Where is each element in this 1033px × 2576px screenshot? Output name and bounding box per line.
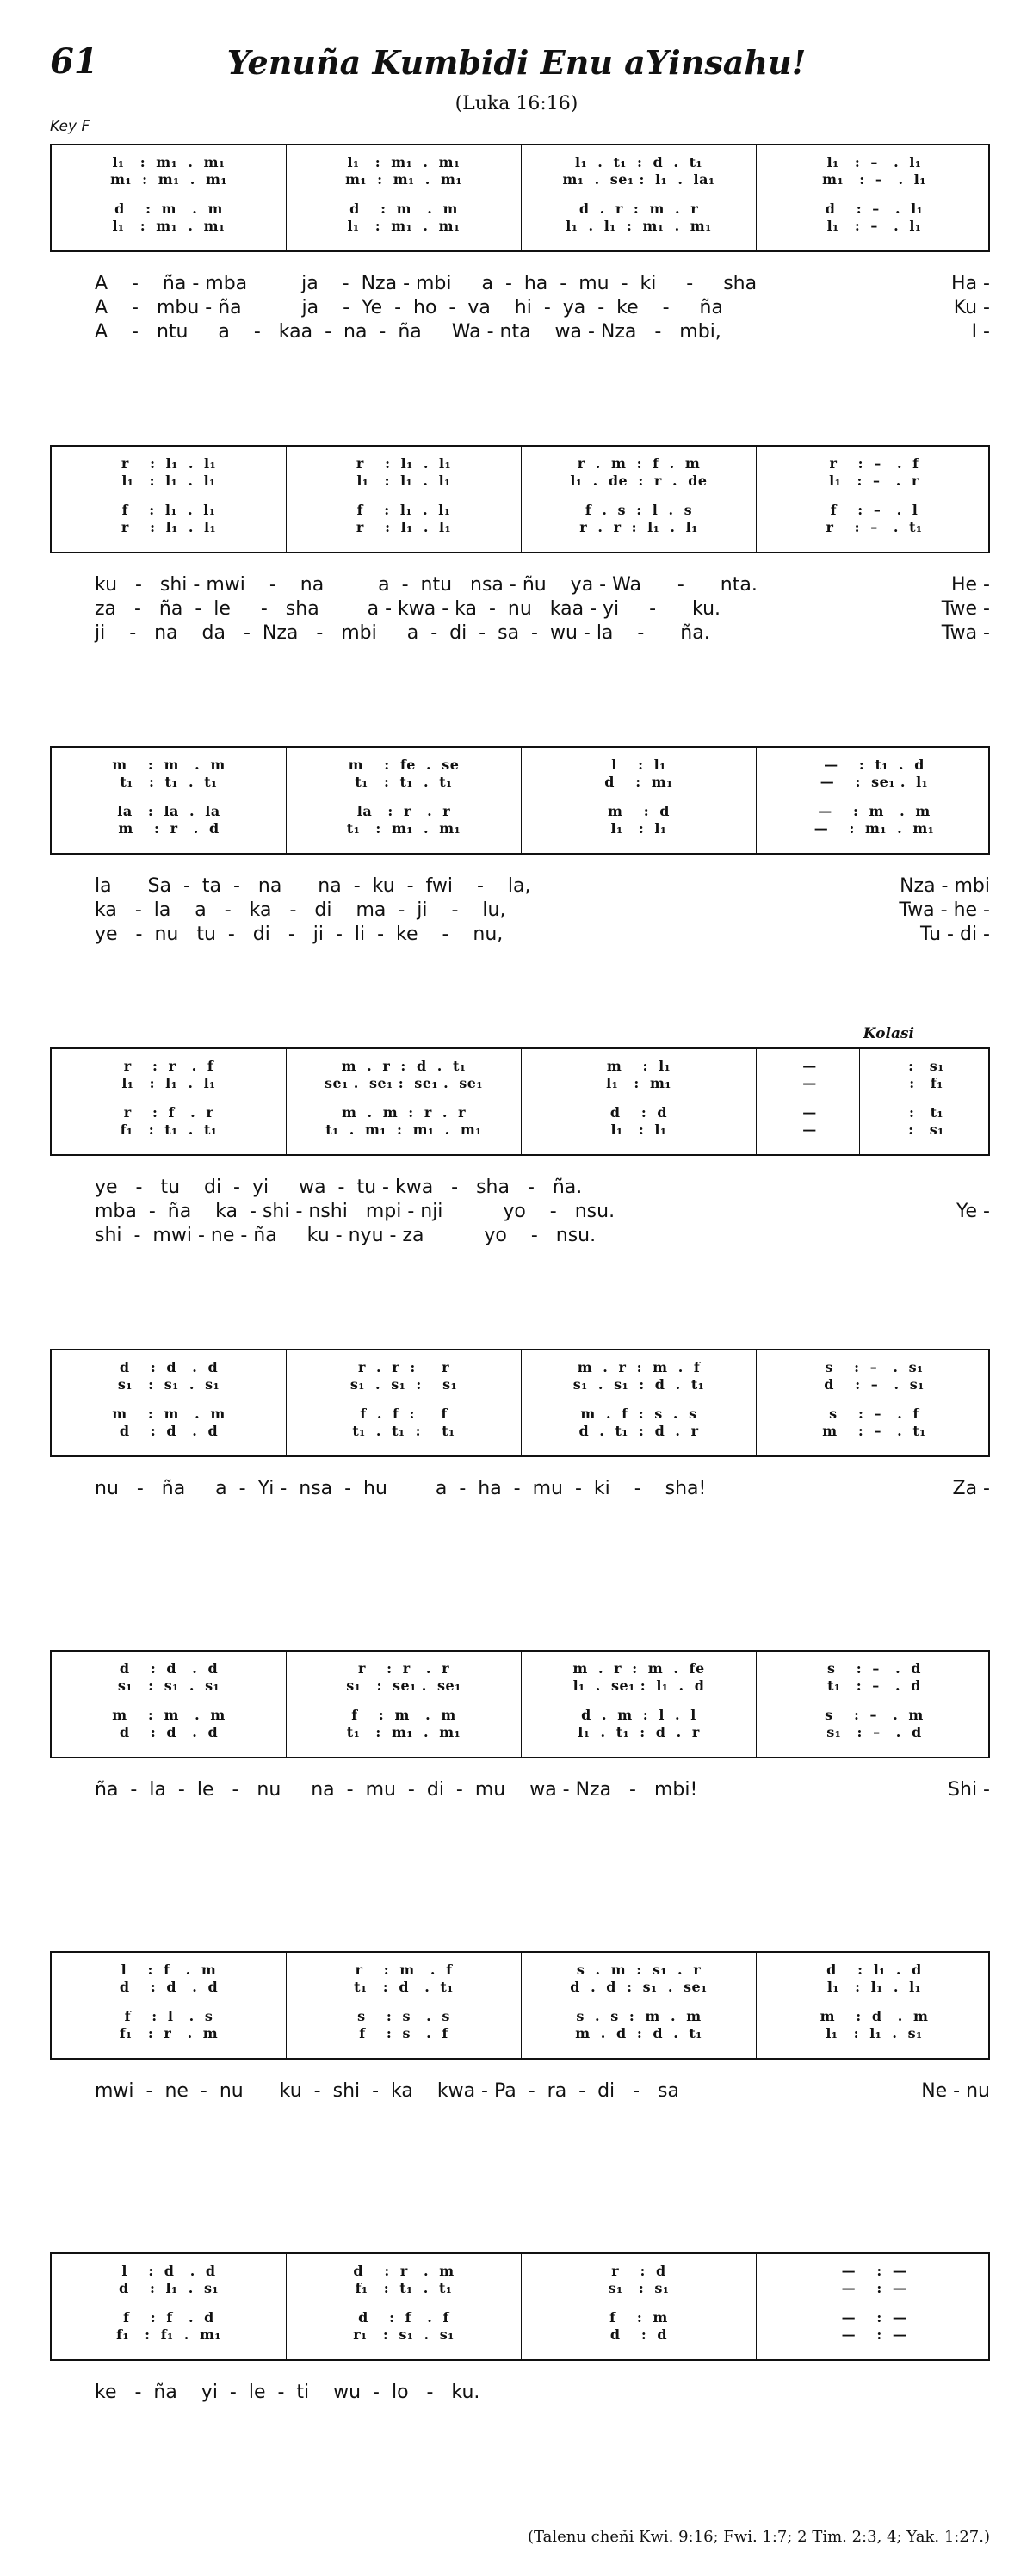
voice-part-notes: d : l₁ . d [826, 1961, 922, 1978]
lyric-text: ji - na da - Nza - mbi a - di - sa - wu - la - ña. [95, 622, 710, 644]
lyrics [50, 2080, 990, 2104]
voice-part-notes: f : f . d [123, 2309, 214, 2326]
voice-part-notes: d . r : m . r [578, 201, 699, 217]
voice-part-notes: l₁ : l₁ . s₁ [826, 2025, 923, 2042]
voice-part-notes: r₁ : s₁ . s₁ [353, 2326, 455, 2343]
lyric-pickup: I - [971, 321, 990, 343]
voice-part-notes: l₁ : l₁ [610, 820, 667, 837]
lyric-text: ka - la a - ka - di ma - ji - lu, [95, 899, 506, 921]
system-8 [50, 2252, 990, 2511]
system-7 [50, 1951, 990, 2209]
voice-part-notes: l₁ : m₁ . m₁ [347, 218, 461, 234]
voice-part-notes: l₁ . l₁ : m₁ . m₁ [566, 218, 712, 234]
solfa-staff [50, 1349, 990, 1457]
voice-part-notes: m . r : m . f [577, 1359, 701, 1375]
voice-part-notes: — : — [841, 2326, 907, 2343]
voice-part-notes: t₁ : m₁ . m₁ [346, 820, 461, 837]
voice-part-notes: la : la . la [117, 803, 220, 819]
voice-part-notes: l₁ : l₁ . l₁ [356, 473, 451, 489]
voice-part-notes: d : m . m [349, 201, 458, 217]
voice-part-notes: la : r . r [356, 803, 451, 819]
lyric-text: mwi - ne - nu ku - shi - ka kwa - Pa - ra - di - sa [95, 2080, 680, 2102]
voice-part-notes: — [802, 1058, 817, 1074]
voice-part-notes: t₁ : – . d [827, 1677, 921, 1694]
voice-part-notes: l₁ : – . r [829, 473, 919, 489]
measure [757, 1652, 992, 1757]
voice-part-notes: t₁ : t₁ . t₁ [355, 774, 453, 790]
lyric-line [50, 273, 990, 297]
voice-part-notes: m : – . t₁ [822, 1423, 926, 1439]
chorus-label: Kolasi [863, 1025, 914, 1042]
measure [522, 748, 757, 853]
voice-part-notes: d : d . d [119, 1660, 219, 1677]
voice-part-notes: l₁ . t₁ : d . t₁ [575, 154, 702, 170]
voice-part-notes: m : r . d [118, 820, 220, 837]
voice-part-notes: f : l . s [124, 2008, 213, 2024]
solfa-staff [50, 2252, 990, 2361]
measure [757, 1350, 992, 1455]
lyric-line [50, 1177, 990, 1201]
voice-part-notes: m : m . m [112, 1707, 226, 1723]
voice-part-notes: — [802, 1075, 817, 1091]
lyric-text: ye - nu tu - di - ji - li - ke - nu, [95, 924, 504, 945]
voice-part-notes: l : l₁ [611, 757, 666, 773]
voice-part-notes: s . s : m . m [576, 2008, 702, 2024]
voice-part-notes: l₁ . de : r . de [570, 473, 708, 489]
lyric-line [50, 321, 990, 345]
measure [287, 1049, 522, 1154]
voice-part-notes: s : – . f [829, 1405, 919, 1422]
voice-part-notes: se₁ . se₁ : se₁ . se₁ [325, 1075, 483, 1091]
lyric-line [50, 598, 990, 622]
voice-part-notes: d : d . d [119, 1724, 219, 1740]
voice-part-notes: d : – . l₁ [825, 201, 924, 217]
measure [52, 748, 287, 853]
voice-part-notes: r : d [611, 2263, 666, 2279]
voice-part-notes: s₁ . s₁ : s₁ [349, 1376, 458, 1393]
voice-part-notes: : s₁ [908, 1121, 944, 1138]
voice-part-notes: d . t₁ : d . r [578, 1423, 699, 1439]
lyric-text: za - ña - le - sha a - kwa - ka - nu kaa - yi - ku. [95, 598, 721, 620]
lyric-line [50, 574, 990, 598]
voice-part-notes: r : – . f [829, 455, 919, 472]
measure [52, 447, 287, 552]
voice-part-notes: m : d . m [820, 2008, 929, 2024]
system-1 [50, 144, 990, 402]
lyric-line [50, 1225, 990, 1249]
lyric-text: A - mbu - ña ja - Ye - ho - va hi - ya - ke - ña [95, 297, 723, 318]
voice-part-notes: s : s . s [357, 2008, 450, 2024]
voice-part-notes: l₁ . t₁ : d . r [578, 1724, 700, 1740]
measure [287, 1350, 522, 1455]
voice-part-notes: l₁ : – . l₁ [826, 218, 922, 234]
voice-part-notes: r : r . f [123, 1058, 214, 1074]
voice-part-notes: s₁ : s₁ . s₁ [117, 1677, 220, 1694]
voice-part-notes: d . d : s₁ . se₁ [570, 1979, 708, 1995]
voice-part-notes: r : l₁ . l₁ [356, 519, 452, 535]
lyrics [50, 1478, 990, 1502]
solfa-staff [50, 1951, 990, 2060]
lyric-line [50, 1201, 990, 1225]
voice-part-notes: l₁ : l₁ . l₁ [826, 1979, 922, 1995]
voice-part-notes: d : d . d [119, 1979, 219, 1995]
solfa-staff [50, 1650, 990, 1758]
lyric-pickup: Twe - [941, 598, 990, 620]
lyric-text: ku - shi - mwi - na a - ntu nsa - ñu ya - Wa - nta. [95, 574, 758, 596]
voice-part-notes: r . m : f . m [577, 455, 701, 472]
voice-part-notes: f : – . l [830, 502, 919, 518]
voice-part-notes: r : r . r [357, 1660, 450, 1677]
voice-part-notes: m : l₁ [606, 1058, 671, 1074]
lyric-text: ña - la - le - nu na - mu - di - mu wa - Nza - mbi! [95, 1779, 698, 1801]
key-signature: Key F [50, 118, 90, 135]
voice-part-notes: l₁ : m₁ [606, 1075, 671, 1091]
voice-part-notes: — : se₁ . l₁ [820, 774, 929, 790]
measure [522, 145, 757, 250]
voice-part-notes: m . r : m . fe [572, 1660, 705, 1677]
voice-part-notes: : t₁ [908, 1104, 943, 1121]
measure [287, 1953, 522, 2058]
voice-part-notes: f : m . m [351, 1707, 456, 1723]
voice-part-notes: d : m₁ [604, 774, 673, 790]
voice-part-notes: s₁ . s₁ : d . t₁ [572, 1376, 705, 1393]
measure [52, 2254, 287, 2359]
lyric-pickup: Shi - [948, 1779, 990, 1801]
lyric-text: ye - tu di - yi wa - tu - kwa - sha - ña. [95, 1177, 583, 1198]
voice-part-notes: s . m : s₁ . r [576, 1961, 702, 1978]
lyric-line [50, 875, 990, 899]
system-5 [50, 1349, 990, 1607]
voice-part-notes: d . m : l . l [581, 1707, 696, 1723]
voice-part-notes: f . f : f [360, 1405, 448, 1422]
measure [287, 447, 522, 552]
lyric-line [50, 297, 990, 321]
measure [287, 145, 522, 250]
voice-part-notes: f . s : l . s [585, 502, 693, 518]
lyric-line [50, 1779, 990, 1803]
voice-part-notes: l₁ : l₁ . l₁ [121, 1075, 216, 1091]
voice-part-notes: f : m [609, 2309, 668, 2326]
measure [522, 1350, 757, 1455]
voice-part-notes: l₁ : l₁ . l₁ [121, 473, 216, 489]
measure [757, 145, 992, 250]
lyric-line [50, 899, 990, 924]
lyric-pickup: Tu - di - [920, 924, 990, 945]
voice-part-notes: — [802, 1121, 817, 1138]
measure [757, 447, 992, 552]
voice-part-notes: l₁ : m₁ . m₁ [112, 154, 226, 170]
voice-part-notes: r . r : l₁ . l₁ [579, 519, 698, 535]
solfa-staff [50, 445, 990, 553]
measure [52, 1953, 287, 2058]
voice-part-notes: s : – . d [827, 1660, 921, 1677]
voice-part-notes: d : d [609, 2326, 668, 2343]
voice-part-notes: m₁ : – . l₁ [822, 171, 926, 188]
system-2 [50, 445, 990, 703]
lyric-pickup: He - [950, 574, 990, 596]
voice-part-notes: t₁ . m₁ : m₁ . m₁ [325, 1121, 482, 1138]
scripture-reference: (Luka 16:16) [455, 93, 578, 114]
lyric-line [50, 2381, 990, 2406]
measure [757, 1953, 992, 2058]
lyrics [50, 574, 990, 646]
voice-part-notes: f₁ : f₁ . m₁ [116, 2326, 221, 2343]
lyrics [50, 2381, 990, 2406]
measure [287, 748, 522, 853]
voice-part-notes: l : d . d [121, 2263, 216, 2279]
voice-part-notes: m . r : d . t₁ [341, 1058, 467, 1074]
lyric-text: shi - mwi - ne - ña ku - nyu - za yo - nsu. [95, 1225, 597, 1246]
voice-part-notes: m . m : r . r [341, 1104, 467, 1121]
solfa-staff [50, 144, 990, 252]
voice-part-notes: r . r : r [357, 1359, 450, 1375]
lyric-text: A - ña - mba ja - Nza - mbi a - ha - mu - ki - sha [95, 273, 758, 294]
system-6 [50, 1650, 990, 1908]
lyric-text: la Sa - ta - na na - ku - fwi - la, [95, 875, 531, 897]
measure [522, 2254, 757, 2359]
voice-part-notes: m : m . m [112, 1405, 226, 1422]
voice-part-notes: t₁ . t₁ : t₁ [352, 1423, 455, 1439]
voice-part-notes: d : – . s₁ [824, 1376, 925, 1393]
lyrics [50, 875, 990, 948]
voice-part-notes: t₁ : t₁ . t₁ [120, 774, 218, 790]
voice-part-notes: m . d : d . t₁ [575, 2025, 702, 2042]
voice-part-notes: m . f : s . s [580, 1405, 697, 1422]
footer-references: (Talenu cheñi Kwi. 9:16; Fwi. 1:7; 2 Tim. 2:3, 4; Yak. 1:27.) [527, 2528, 990, 2546]
lyric-pickup: Za - [952, 1478, 990, 1499]
lyric-text: mba - ña ka - shi - nshi mpi - nji yo - nsu. [95, 1201, 615, 1222]
voice-part-notes: r : f . r [123, 1104, 214, 1121]
voice-part-notes: r : l₁ . l₁ [356, 455, 452, 472]
lyric-pickup: Nza - mbi [900, 875, 990, 897]
voice-part-notes: f : l₁ . l₁ [121, 502, 216, 518]
solfa-staff [50, 746, 990, 855]
voice-part-notes: m : fe . se [348, 757, 460, 773]
voice-part-notes: : s₁ [908, 1058, 944, 1074]
lyric-line [50, 622, 990, 646]
measure [52, 1652, 287, 1757]
voice-part-notes: — [802, 1104, 817, 1121]
voice-part-notes: d : r . m [353, 2263, 455, 2279]
measure [522, 1652, 757, 1757]
voice-part-notes: m₁ . se₁ : l₁ . la₁ [562, 171, 715, 188]
voice-part-notes: d : m . m [114, 201, 223, 217]
voice-part-notes: r : – . t₁ [826, 519, 923, 535]
voice-part-notes: r : l₁ . l₁ [121, 519, 217, 535]
system-3 [50, 746, 990, 1004]
voice-part-notes: s : – . s₁ [825, 1359, 924, 1375]
voice-part-notes: f₁ : r . m [119, 2025, 219, 2042]
measure [52, 145, 287, 250]
voice-part-notes: m₁ : m₁ . m₁ [345, 171, 462, 188]
lyrics [50, 1177, 990, 1249]
lyrics [50, 1779, 990, 1803]
voice-part-notes: — : m . m [818, 803, 931, 819]
lyric-line [50, 1478, 990, 1502]
voice-part-notes: — : — [841, 2309, 907, 2326]
voice-part-notes: — : t₁ . d [824, 757, 925, 773]
lyric-line [50, 2080, 990, 2104]
lyric-text: nu - ña a - Yi - nsa - hu a - ha - mu - ki - sha! [95, 1478, 707, 1499]
measure [522, 1049, 757, 1154]
voice-part-notes: l₁ . se₁ : l₁ . d [572, 1677, 705, 1694]
lyric-text: ke - ña yi - le - ti wu - lo - ku. [95, 2381, 480, 2403]
voice-part-notes: f : l₁ . l₁ [356, 502, 451, 518]
voice-part-notes: — : — [841, 2280, 907, 2296]
voice-part-notes: l₁ : – . l₁ [826, 154, 922, 170]
lyric-line [50, 924, 990, 948]
measure [52, 1350, 287, 1455]
lyric-text: A - ntu a - kaa - na - ña Wa - nta wa - Nza - mbi, [95, 321, 721, 343]
measure [757, 2254, 992, 2359]
voice-part-notes: d : f . f [358, 2309, 449, 2326]
measure [757, 748, 992, 853]
voice-part-notes: s₁ : – . d [826, 1724, 922, 1740]
measure [287, 2254, 522, 2359]
lyric-pickup: Ye - [956, 1201, 990, 1222]
voice-part-notes: m : d [608, 803, 670, 819]
voice-part-notes: t₁ : m₁ . m₁ [346, 1724, 461, 1740]
voice-part-notes: r : l₁ . l₁ [121, 455, 217, 472]
system-4 [50, 1025, 990, 1306]
hymn-number: 61 [50, 41, 98, 82]
voice-part-notes: m : m . m [112, 757, 226, 773]
lyric-pickup: Ne - nu [921, 2080, 990, 2102]
voice-part-notes: d : d [609, 1104, 668, 1121]
voice-part-notes: l₁ : m₁ . m₁ [347, 154, 461, 170]
voice-part-notes: d : l₁ . s₁ [119, 2280, 219, 2296]
voice-part-notes: m₁ : m₁ . m₁ [110, 171, 227, 188]
lyric-pickup: Ku - [953, 297, 990, 318]
measure [52, 1049, 287, 1154]
lyric-pickup: Twa - [941, 622, 990, 644]
voice-part-notes: t₁ : d . t₁ [354, 1979, 454, 1995]
measure [863, 1049, 990, 1154]
voice-part-notes: d : d . d [119, 1423, 219, 1439]
voice-part-notes: s₁ : se₁ . se₁ [346, 1677, 461, 1694]
voice-part-notes: f₁ : t₁ . t₁ [120, 1121, 218, 1138]
voice-part-notes: l₁ : l₁ [610, 1121, 667, 1138]
voice-part-notes: s : – . m [825, 1707, 924, 1723]
voice-part-notes: — : — [841, 2263, 907, 2279]
measure [287, 1652, 522, 1757]
voice-part-notes: s₁ : s₁ [608, 2280, 670, 2296]
voice-part-notes: — : m₁ . m₁ [813, 820, 935, 837]
voice-part-notes: s₁ : s₁ . s₁ [117, 1376, 220, 1393]
voice-part-notes: d : d . d [119, 1359, 219, 1375]
measure [522, 1953, 757, 2058]
lyric-pickup: Ha - [951, 273, 990, 294]
voice-part-notes: l : f . m [121, 1961, 217, 1978]
voice-part-notes: f : s . f [359, 2025, 448, 2042]
lyrics [50, 273, 990, 345]
measure [522, 447, 757, 552]
voice-part-notes: f₁ : t₁ . t₁ [355, 2280, 453, 2296]
lyric-pickup: Twa - he - [899, 899, 990, 921]
measure [757, 1049, 863, 1154]
voice-part-notes: r : m . f [355, 1961, 453, 1978]
hymn-title: Yenuña Kumbidi Enu aYinsahu! [226, 43, 807, 82]
voice-part-notes: : f₁ [909, 1075, 943, 1091]
solfa-staff [50, 1047, 990, 1156]
voice-part-notes: l₁ : m₁ . m₁ [112, 218, 226, 234]
